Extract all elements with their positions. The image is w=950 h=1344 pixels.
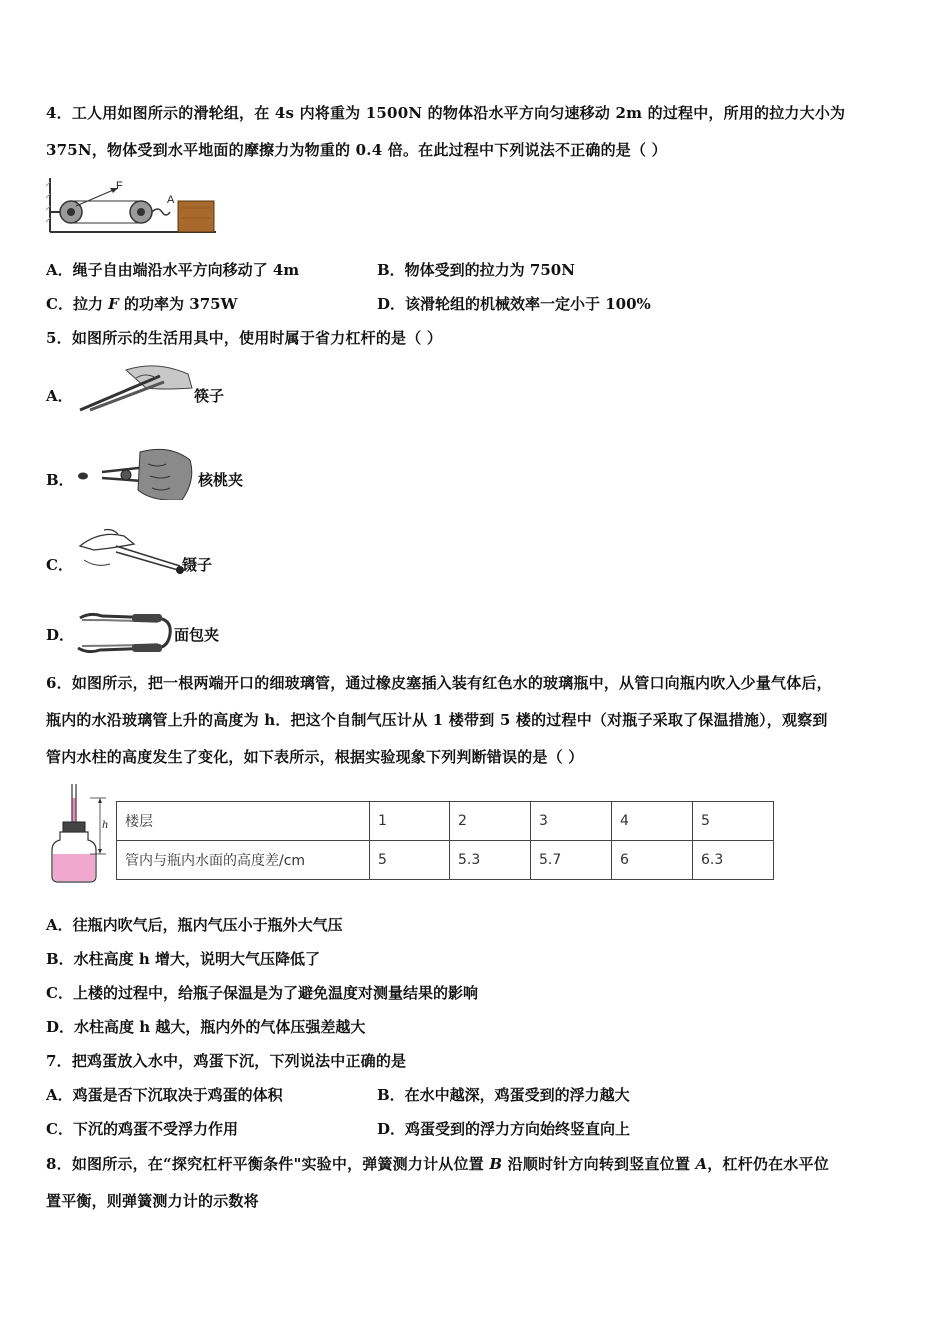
q5-option-a-caption: 筷子	[194, 387, 225, 405]
q8-text-part-2: 沿顺时针方向转到竖直位置	[502, 1155, 696, 1173]
barometer-bottle-figure	[50, 782, 112, 884]
q5-option-d-caption: 面包夹	[174, 626, 220, 644]
table-cell: 5.7	[531, 841, 612, 880]
q4-stem-line2: 375N，物体受到水平地面的摩擦力为物重的 0.4 倍。在此过程中下列说法不正确的是（ ）	[46, 141, 667, 159]
wooden-block	[178, 201, 214, 232]
table-cell: 6	[612, 841, 693, 880]
q6-stem-line3: 管内水柱的高度发生了变化，如下表所示，根据实验现象下列判断错误的是（ ）	[46, 748, 584, 766]
q5-stem: 5．如图所示的生活用具中，使用时属于省力杠杆的是（ ）	[46, 329, 443, 347]
red-water	[53, 854, 95, 881]
q8-position-B: B	[489, 1155, 503, 1173]
force-F-label: F	[116, 180, 123, 192]
q4-option-b: B．物体受到的拉力为 750N	[377, 261, 575, 279]
q4-option-c-prefix: C．拉力	[46, 295, 109, 313]
q5-option-b-letter: B．	[46, 471, 74, 489]
q6-option-b: B．水柱高度 h 增大，说明大气压降低了	[46, 950, 321, 968]
table-cell: 3	[531, 802, 612, 841]
q8-position-A: A	[695, 1155, 708, 1173]
table-row	[117, 802, 774, 841]
height-h-label: h	[102, 820, 109, 831]
table-header-height: 管内与瓶内水面的高度差/cm	[117, 841, 370, 880]
table-cell: 4	[612, 802, 693, 841]
table-row	[117, 841, 774, 880]
q4-option-a: A．绳子自由端沿水平方向移动了 4m	[46, 261, 300, 279]
point-A-label: A	[167, 194, 175, 206]
table-cell: 6.3	[693, 841, 774, 880]
q8-text-part-1: 8．如图所示，在“探究杠杆平衡条件"实验中，弹簧测力计从位置	[46, 1155, 490, 1173]
table-cell: 1	[370, 802, 450, 841]
q7-stem: 7．把鸡蛋放入水中，鸡蛋下沉，下列说法中正确的是	[46, 1052, 407, 1070]
chopsticks-figure	[76, 360, 196, 414]
table-cell: 2	[450, 802, 531, 841]
table-cell: 5	[370, 841, 450, 880]
q5-option-b-caption: 核桃夹	[198, 471, 244, 489]
walnut	[78, 473, 88, 480]
nutcracker-figure	[76, 444, 198, 500]
q7-option-c: C．下沉的鸡蛋不受浮力作用	[46, 1120, 238, 1138]
q8-stem-line1	[46, 1153, 829, 1174]
q6-option-d: D．水柱高度 h 越大，瓶内外的气体压强差越大	[46, 1018, 366, 1036]
q6-option-c: C．上楼的过程中，给瓶子保温是为了避免温度对测量结果的影响	[46, 984, 478, 1002]
q7-option-b: B．在水中越深，鸡蛋受到的浮力越大	[377, 1086, 630, 1104]
table-header-floor: 楼层	[117, 802, 370, 841]
q5-option-c-letter: C．	[46, 556, 73, 574]
rubber-stopper	[63, 822, 85, 832]
q4-option-c	[46, 293, 237, 314]
q7-option-d: D．鸡蛋受到的浮力方向始终竖直向上	[377, 1120, 631, 1138]
q4-option-c-suffix: 的功率为 375W	[118, 295, 238, 313]
q5-option-d-letter: D．	[46, 626, 75, 644]
q6-stem-line2: 瓶内的水沿玻璃管上升的高度为 h．把这个自制气压计从 1 楼带到 5 楼的过程中（对瓶子采取了保温措施），观察到	[46, 711, 828, 729]
q7-option-a: A．鸡蛋是否下沉取决于鸡蛋的体积	[46, 1086, 283, 1104]
q6-option-a: A．往瓶内吹气后，瓶内气压小于瓶外大气压	[46, 916, 343, 934]
q4-stem-line1: 4．工人用如图所示的滑轮组，在 4s 内将重为 1500N 的物体沿水平方向匀速移动 2m 的过程中，所用的拉力大小为	[46, 104, 846, 122]
floor-height-table	[116, 801, 774, 880]
pulley-system-figure	[46, 176, 218, 236]
q6-stem-line1: 6．如图所示，把一根两端开口的细玻璃管，通过橡皮塞插入装有红色水的玻璃瓶中，从管口向瓶内吹入少量气体后，	[46, 674, 832, 692]
tweezers-figure	[76, 526, 186, 578]
q8-stem-line2: 置平衡，则弹簧测力计的示数将	[46, 1192, 259, 1210]
table-cell: 5.3	[450, 841, 531, 880]
q5-option-c-caption: 镊子	[182, 556, 213, 574]
table-cell: 5	[693, 802, 774, 841]
q8-text-part-3: ，杠杆仍在水平位	[707, 1155, 829, 1173]
bread-tongs-figure	[76, 610, 174, 656]
q5-option-a-letter: A．	[46, 387, 73, 405]
q4-option-d: D．该滑轮组的机械效率一定小于 100%	[377, 295, 651, 313]
q4-option-c-variable: F	[108, 295, 119, 313]
